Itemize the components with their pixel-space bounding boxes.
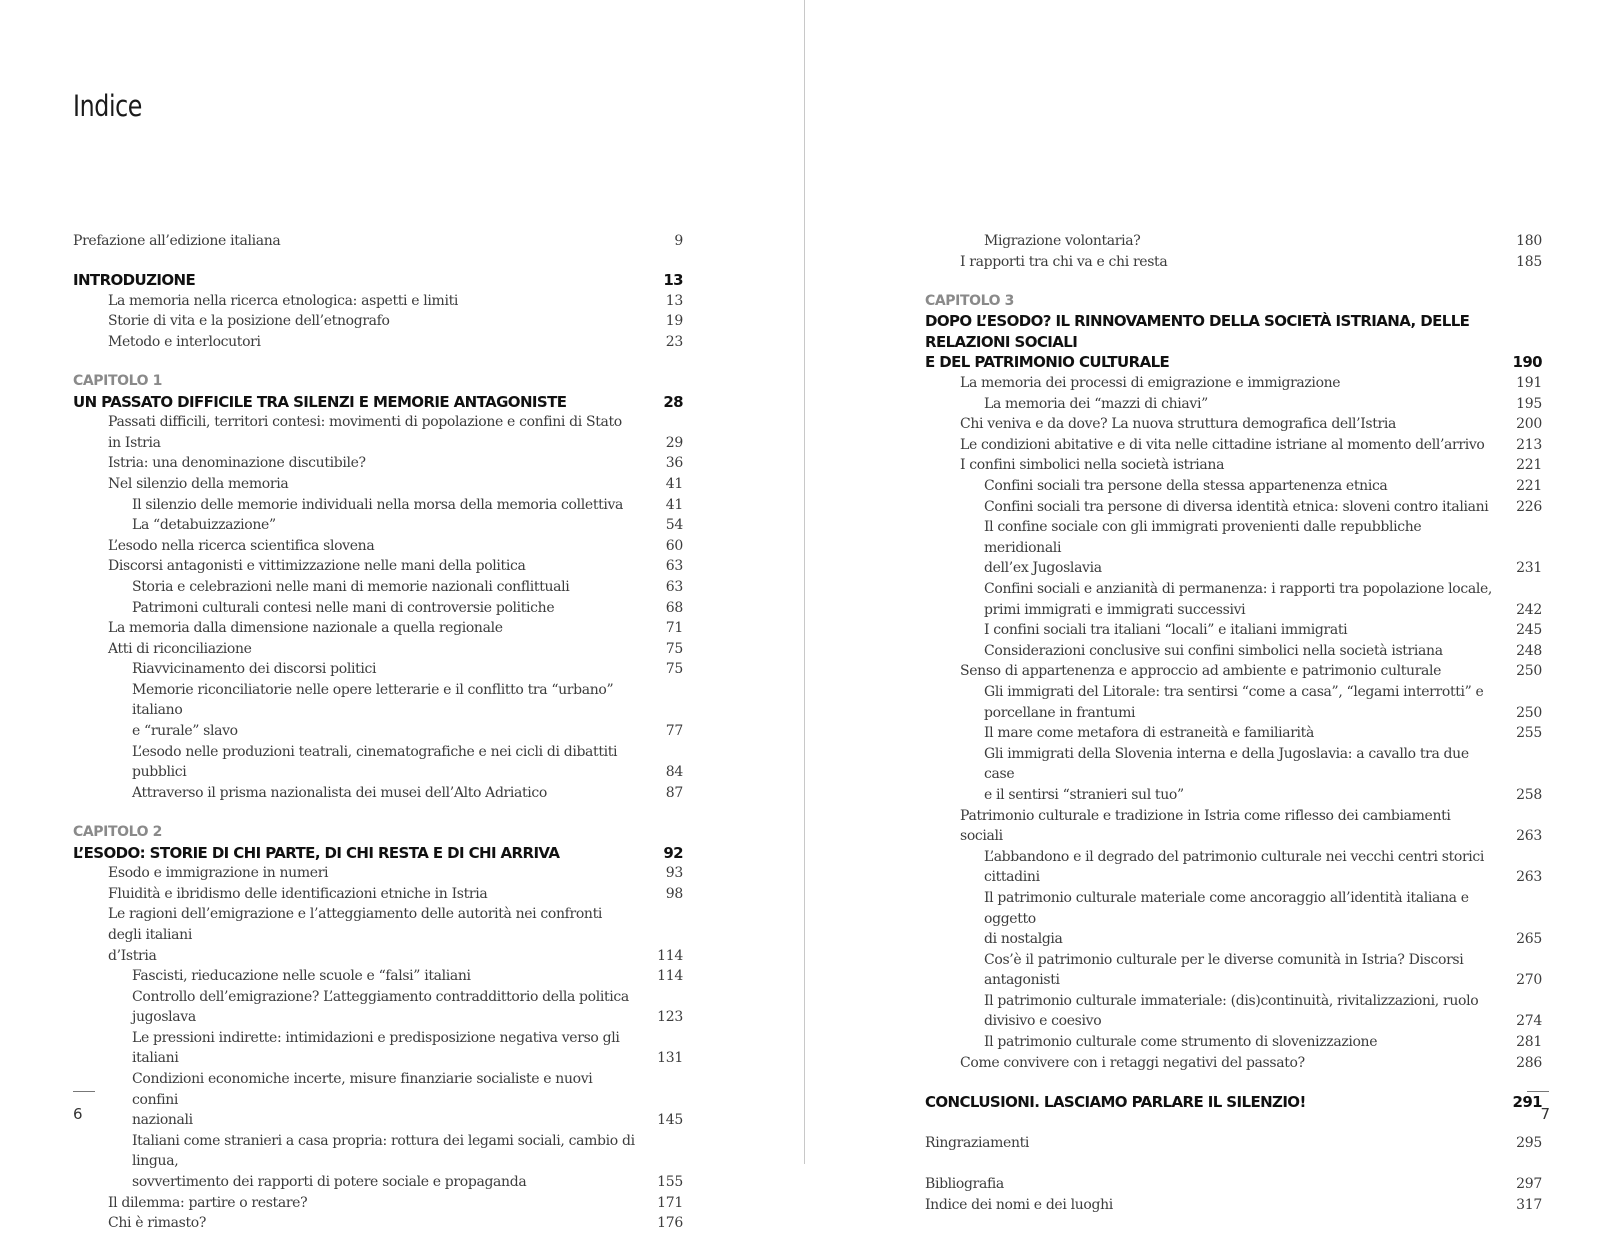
toc-page-number: 221: [1516, 478, 1542, 495]
toc-entry: [925, 517, 1542, 558]
toc-entry-title: Il mare come metafora di estraneità e familiarità: [984, 725, 1314, 742]
toc-entry: [925, 252, 1542, 273]
toc-entry-title: dell’ex Jugoslavia: [984, 560, 1102, 577]
footer-rule: [1527, 1091, 1549, 1092]
toc-entry: [73, 1131, 683, 1172]
page-number: 7: [1540, 1105, 1550, 1123]
toc-entry-title: Le ragioni dell’emigrazione e l’atteggiamento delle autorità nei confronti degli italiani: [108, 906, 602, 943]
toc-entry: [73, 453, 683, 474]
toc-entry: [925, 991, 1542, 1012]
toc-page-number: 281: [1516, 1034, 1542, 1051]
toc-entry-title: Passati difficili, territori contesi: movimenti di popolazione e confini di Stato in Istria: [108, 414, 622, 451]
toc-entry: [73, 783, 683, 804]
toc-entry-title: Le condizioni abitative e di vita nelle cittadine istriane al momento dell’arrivo: [960, 436, 1485, 453]
toc-spacer: [73, 803, 683, 822]
toc-entry: [925, 373, 1542, 394]
toc-page-number: 13: [663, 271, 683, 290]
toc-entry-title: Cos’è il patrimonio culturale per le diverse comunità in Istria? Discorsi antagonisti: [984, 951, 1464, 989]
toc-entry-title: Il silenzio delle memorie individuali nella morsa della memoria collettiva: [132, 496, 624, 513]
toc-page-number: 245: [1516, 622, 1542, 639]
toc-entry: [925, 723, 1542, 744]
toc-page-number: 155: [657, 1174, 683, 1191]
toc-chapter-heading: [925, 352, 1542, 373]
toc-entry: [73, 680, 683, 721]
toc-page-number: 93: [665, 865, 683, 882]
toc-entry: [925, 661, 1542, 682]
toc-page-number: 185: [1516, 253, 1542, 270]
toc-page-number: 71: [665, 620, 683, 637]
page-number: 6: [73, 1105, 83, 1123]
toc-entry-title: Ringraziamenti: [925, 1134, 1030, 1151]
toc-entry: [73, 1028, 683, 1069]
toc-entry-title: L’abbandono e il degrado del patrimonio culturale nei vecchi centri storici cittadini: [984, 848, 1485, 886]
toc-entry: [73, 966, 683, 987]
toc-entry: [73, 495, 683, 516]
toc-entry: [73, 863, 683, 884]
toc-entry: [73, 618, 683, 639]
toc-page-number: 63: [665, 578, 683, 595]
toc-entry-title: nazionali: [132, 1112, 193, 1129]
toc-entry-title: Il dilemma: partire o restare?: [108, 1194, 308, 1211]
toc-chapter-heading: [73, 270, 683, 291]
toc-page-number: 29: [665, 434, 683, 451]
toc-chapter-heading: [925, 311, 1542, 352]
toc-entry-title: La “detabuizzazione”: [132, 517, 276, 534]
toc-page-number: 9: [674, 233, 683, 249]
toc-entry: [925, 1053, 1542, 1074]
toc-entry-title: CONCLUSIONI. LASCIAMO PARLARE IL SILENZIO!: [925, 1092, 1306, 1111]
toc-entry-title: primi immigrati e immigrati successivi: [984, 601, 1246, 618]
toc-entry: [925, 806, 1542, 847]
toc-spacer: [925, 272, 1542, 291]
toc-entry-title: Senso di appartenenza e approccio ad ambiente e patrimonio culturale: [960, 663, 1442, 680]
toc-entry: [73, 332, 683, 353]
toc-entry-title: Esodo e immigrazione in numeri: [108, 865, 329, 882]
toc-spacer: [925, 1112, 1542, 1133]
toc-page-number: 263: [1516, 828, 1542, 845]
toc-page-number: 13: [665, 292, 683, 309]
toc-entry-title: INTRODUZIONE: [73, 271, 196, 290]
toc-page-number: 286: [1516, 1054, 1542, 1071]
toc-entry: [73, 884, 683, 905]
toc-page-number: 77: [665, 723, 683, 740]
chapter-label: CAPITOLO 2: [73, 823, 162, 840]
toc-entry: [73, 412, 683, 453]
toc-entry-title: e il sentirsi “stranieri sul tuo”: [984, 786, 1184, 803]
toc-page-number: 200: [1516, 416, 1542, 433]
toc-entry-title: d’Istria: [108, 947, 157, 964]
toc-entry: [925, 435, 1542, 456]
toc-page-number: 68: [665, 599, 683, 616]
toc-page-number: 41: [665, 475, 683, 492]
toc-entry-title: Bibliografia: [925, 1176, 1004, 1193]
toc-entry: [73, 556, 683, 577]
toc-entry-title: La memoria dei processi di emigrazione e immigrazione: [960, 375, 1341, 392]
toc-entry: [925, 1011, 1542, 1032]
table-of-contents-right: [925, 231, 1542, 1215]
toc-spacer: [73, 252, 683, 271]
right-page: [805, 0, 1600, 1213]
toc-page-number: 226: [1516, 498, 1542, 515]
toc-spacer: [73, 352, 683, 371]
toc-entry-title: sovvertimento dei rapporti di potere sociale e propaganda: [132, 1174, 527, 1191]
toc-page-number: 41: [665, 496, 683, 513]
toc-page-number: 295: [1516, 1134, 1542, 1151]
toc-entry: [925, 1174, 1542, 1195]
toc-entry-title: Gli immigrati della Slovenia interna e della Jugoslavia: a cavallo tra due case: [984, 745, 1469, 783]
toc-entry: [73, 474, 683, 495]
toc-entry: [73, 946, 683, 967]
toc-entry: [73, 904, 683, 945]
toc-entry: [925, 600, 1542, 621]
toc-entry-title: di nostalgia: [984, 931, 1063, 948]
toc-entry: [925, 641, 1542, 662]
toc-entry: [925, 1133, 1542, 1154]
toc-entry: [73, 1172, 683, 1193]
toc-entry: [925, 744, 1542, 785]
page-title: Indice: [73, 89, 143, 123]
toc-entry-title: Il patrimonio culturale materiale come ancoraggio all’identità italiana e oggetto: [984, 889, 1469, 927]
toc-entry-title: La memoria dalla dimensione nazionale a quella regionale: [108, 620, 503, 637]
toc-entry-title: L’esodo nella ricerca scientifica slovena: [108, 537, 375, 554]
toc-page-number: 263: [1516, 869, 1542, 886]
toc-entry-title: Confini sociali tra persone di diversa identità etnica: sloveni contro italiani: [984, 498, 1489, 515]
toc-page-number: 221: [1516, 457, 1542, 474]
toc-entry-title: Confini sociali tra persone della stessa appartenenza etnica: [984, 478, 1388, 495]
toc-entry-title: I rapporti tra chi va e chi resta: [960, 253, 1168, 270]
table-of-contents-left: [73, 231, 683, 1234]
toc-page-number: 270: [1516, 972, 1542, 989]
toc-entry: [925, 394, 1542, 415]
toc-entry: [73, 536, 683, 557]
toc-entry-title: Indice dei nomi e dei luoghi: [925, 1196, 1113, 1213]
toc-spacer: [925, 1073, 1542, 1092]
toc-entry: [73, 987, 683, 1028]
toc-page-number: 123: [657, 1009, 683, 1026]
toc-entry: [73, 639, 683, 660]
toc-entry-title: Fascisti, rieducazione nelle scuole e “falsi” italiani: [132, 968, 471, 985]
toc-page-number: 75: [665, 640, 683, 657]
toc-page-number: 180: [1516, 233, 1542, 249]
toc-entry: [73, 721, 683, 742]
toc-page-number: 23: [665, 333, 683, 350]
toc-entry-title: Il confine sociale con gli immigrati provenienti dalle repubbliche meridionali: [984, 519, 1422, 556]
toc-entry-title: DOPO L’ESODO? IL RINNOVAMENTO DELLA SOCIETÀ ISTRIANA, DELLE RELAZIONI SOCIALI: [925, 312, 1470, 351]
toc-entry: [73, 231, 683, 252]
toc-entry-title: e “rurale” slavo: [132, 723, 238, 740]
toc-entry-title: Chi veniva e da dove? La nuova struttura demografica dell’Istria: [960, 416, 1396, 433]
toc-entry: [73, 515, 683, 536]
toc-entry: [73, 1110, 683, 1131]
toc-entry-title: Italiani come stranieri a casa propria: rottura dei legami sociali, cambio di lingua,: [132, 1132, 635, 1170]
toc-page-number: 242: [1516, 601, 1542, 618]
toc-page-number: 60: [665, 537, 683, 554]
toc-entry-title: Il patrimonio culturale immateriale: (dis)continuità, rivitalizzazioni, ruolo: [984, 992, 1479, 1009]
toc-entry-title: Istria: una denominazione discutibile?: [108, 455, 366, 472]
toc-entry-title: Attraverso il prisma nazionalista dei musei dell’Alto Adriatico: [132, 784, 547, 801]
toc-entry-title: Come convivere con i retaggi negativi del passato?: [960, 1054, 1305, 1071]
toc-page-number: 114: [657, 968, 683, 985]
toc-entry: [925, 929, 1542, 950]
toc-page-number: 171: [657, 1194, 683, 1211]
toc-entry-title: Fluidità e ibridismo delle identificazioni etniche in Istria: [108, 885, 488, 902]
toc-entry-title: Storia e celebrazioni nelle mani di memorie nazionali conflittuali: [132, 578, 570, 595]
toc-entry: [73, 659, 683, 680]
toc-entry-title: Gli immigrati del Litorale: tra sentirsi “come a casa”, “legami interrotti” e: [984, 683, 1484, 700]
toc-entry-title: E DEL PATRIMONIO CULTURALE: [925, 353, 1170, 372]
toc-entry: [925, 620, 1542, 641]
toc-entry-title: La memoria nella ricerca etnologica: aspetti e limiti: [108, 292, 459, 309]
toc-entry-title: I confini sociali tra italiani “locali” e italiani immigrati: [984, 622, 1348, 639]
toc-page-number: 250: [1516, 704, 1542, 721]
toc-page-number: 63: [665, 558, 683, 575]
toc-chapter-heading: [925, 1092, 1542, 1113]
toc-page-number: 176: [657, 1215, 683, 1232]
toc-entry-title: Chi è rimasto?: [108, 1215, 207, 1232]
toc-entry: [925, 558, 1542, 579]
toc-entry-title: Memorie riconciliatorie nelle opere letterarie e il conflitto tra “urbano” italiano: [132, 681, 614, 719]
toc-entry: [925, 414, 1542, 435]
toc-entry: [925, 785, 1542, 806]
toc-entry: [925, 476, 1542, 497]
toc-entry-title: Prefazione all’edizione italiana: [73, 233, 281, 249]
toc-entry: [925, 847, 1542, 888]
toc-entry-title: I confini simbolici nella società istriana: [960, 457, 1225, 474]
toc-page-number: 87: [665, 784, 683, 801]
toc-entry: [73, 1069, 683, 1110]
toc-entry: [925, 497, 1542, 518]
toc-entry: [925, 888, 1542, 929]
toc-entry-title: Storie di vita e la posizione dell’etnografo: [108, 313, 390, 330]
toc-entry-title: Discorsi antagonisti e vittimizzazione nelle mani della politica: [108, 558, 526, 575]
toc-entry-title: Il patrimonio culturale come strumento di slovenizzazione: [984, 1034, 1378, 1051]
toc-page-number: 258: [1516, 786, 1542, 803]
toc-entry-title: Metodo e interlocutori: [108, 333, 261, 350]
toc-page-number: 250: [1516, 663, 1542, 680]
toc-entry-title: Le pressioni indirette: intimidazioni e predisposizione negativa verso gli italiani: [132, 1029, 620, 1067]
toc-entry-title: divisivo e coesivo: [984, 1013, 1102, 1030]
toc-entry-title: Condizioni economiche incerte, misure finanziarie socialiste e nuovi confini: [132, 1071, 593, 1108]
toc-page-number: 274: [1516, 1013, 1542, 1030]
toc-page-number: 255: [1516, 725, 1542, 742]
toc-page-number: 195: [1516, 395, 1542, 412]
toc-entry: [925, 1032, 1542, 1053]
toc-page-number: 190: [1512, 353, 1542, 372]
toc-entry: [73, 1193, 683, 1214]
toc-entry-title: Migrazione volontaria?: [984, 233, 1141, 249]
toc-entry-title: Riavvicinamento dei discorsi politici: [132, 661, 377, 678]
toc-page-number: 92: [663, 843, 683, 862]
toc-chapter-heading: [73, 843, 683, 864]
toc-entry-title: L’esodo nelle produzioni teatrali, cinematografiche e nei cicli di dibattiti pubblici: [132, 743, 618, 781]
toc-entry: [925, 579, 1542, 600]
toc-page-number: 36: [665, 455, 683, 472]
toc-entry-title: Confini sociali e anzianità di permanenza: i rapporti tra popolazione locale,: [984, 581, 1492, 597]
chapter-label: CAPITOLO 3: [925, 292, 1014, 309]
toc-entry: [925, 231, 1542, 252]
toc-entry-title: La memoria dei “mazzi di chiavi”: [984, 395, 1208, 412]
toc-page-number: 191: [1516, 375, 1542, 392]
toc-entry: [925, 703, 1542, 724]
toc-entry: [925, 455, 1542, 476]
toc-page-number: 265: [1516, 931, 1542, 948]
toc-page-number: 145: [657, 1112, 683, 1129]
toc-page-number: 98: [665, 885, 683, 902]
toc-page-number: 213: [1516, 436, 1542, 453]
toc-page-number: 75: [665, 661, 683, 678]
toc-entry: [73, 311, 683, 332]
toc-page-number: 248: [1516, 642, 1542, 659]
toc-entry-title: Considerazioni conclusive sui confini simbolici nella società istriana: [984, 642, 1443, 659]
toc-chapter-heading: [73, 392, 683, 413]
toc-entry: [925, 1195, 1542, 1216]
toc-page-number: 317: [1516, 1196, 1542, 1213]
toc-entry: [73, 598, 683, 619]
toc-page-number: 28: [663, 392, 683, 411]
toc-page-number: 84: [665, 764, 683, 781]
footer-rule: [73, 1091, 95, 1092]
toc-entry-title: Atti di riconciliazione: [108, 640, 252, 657]
toc-entry: [73, 742, 683, 783]
toc-entry: [73, 291, 683, 312]
toc-page-number: 54: [665, 517, 683, 534]
toc-page-number: 231: [1516, 560, 1542, 577]
toc-entry-title: Controllo dell’emigrazione? L’atteggiamento contraddittorio della politica jugoslava: [132, 988, 629, 1026]
toc-entry-title: porcellane in frantumi: [984, 704, 1136, 721]
toc-entry-title: Patrimoni culturali contesi nelle mani di controversie politiche: [132, 599, 555, 616]
toc-page-number: 297: [1516, 1176, 1542, 1193]
toc-entry: [925, 950, 1542, 991]
toc-entry-title: Nel silenzio della memoria: [108, 475, 289, 492]
toc-entry: [925, 682, 1542, 703]
toc-page-number: 114: [657, 947, 683, 964]
toc-entry: [73, 1213, 683, 1234]
chapter-label: CAPITOLO 1: [73, 372, 162, 389]
toc-entry-title: Patrimonio culturale e tradizione in Istria come riflesso dei cambiamenti sociali: [960, 807, 1451, 845]
toc-entry: [73, 577, 683, 598]
toc-entry-title: L’ESODO: STORIE DI CHI PARTE, DI CHI RESTA E DI CHI ARRIVA: [73, 843, 560, 862]
toc-entry-title: UN PASSATO DIFFICILE TRA SILENZI E MEMORIE ANTAGONISTE: [73, 392, 567, 411]
toc-page-number: 131: [657, 1050, 683, 1067]
toc-page-number: 291: [1512, 1092, 1542, 1111]
toc-page-number: 19: [665, 313, 683, 330]
